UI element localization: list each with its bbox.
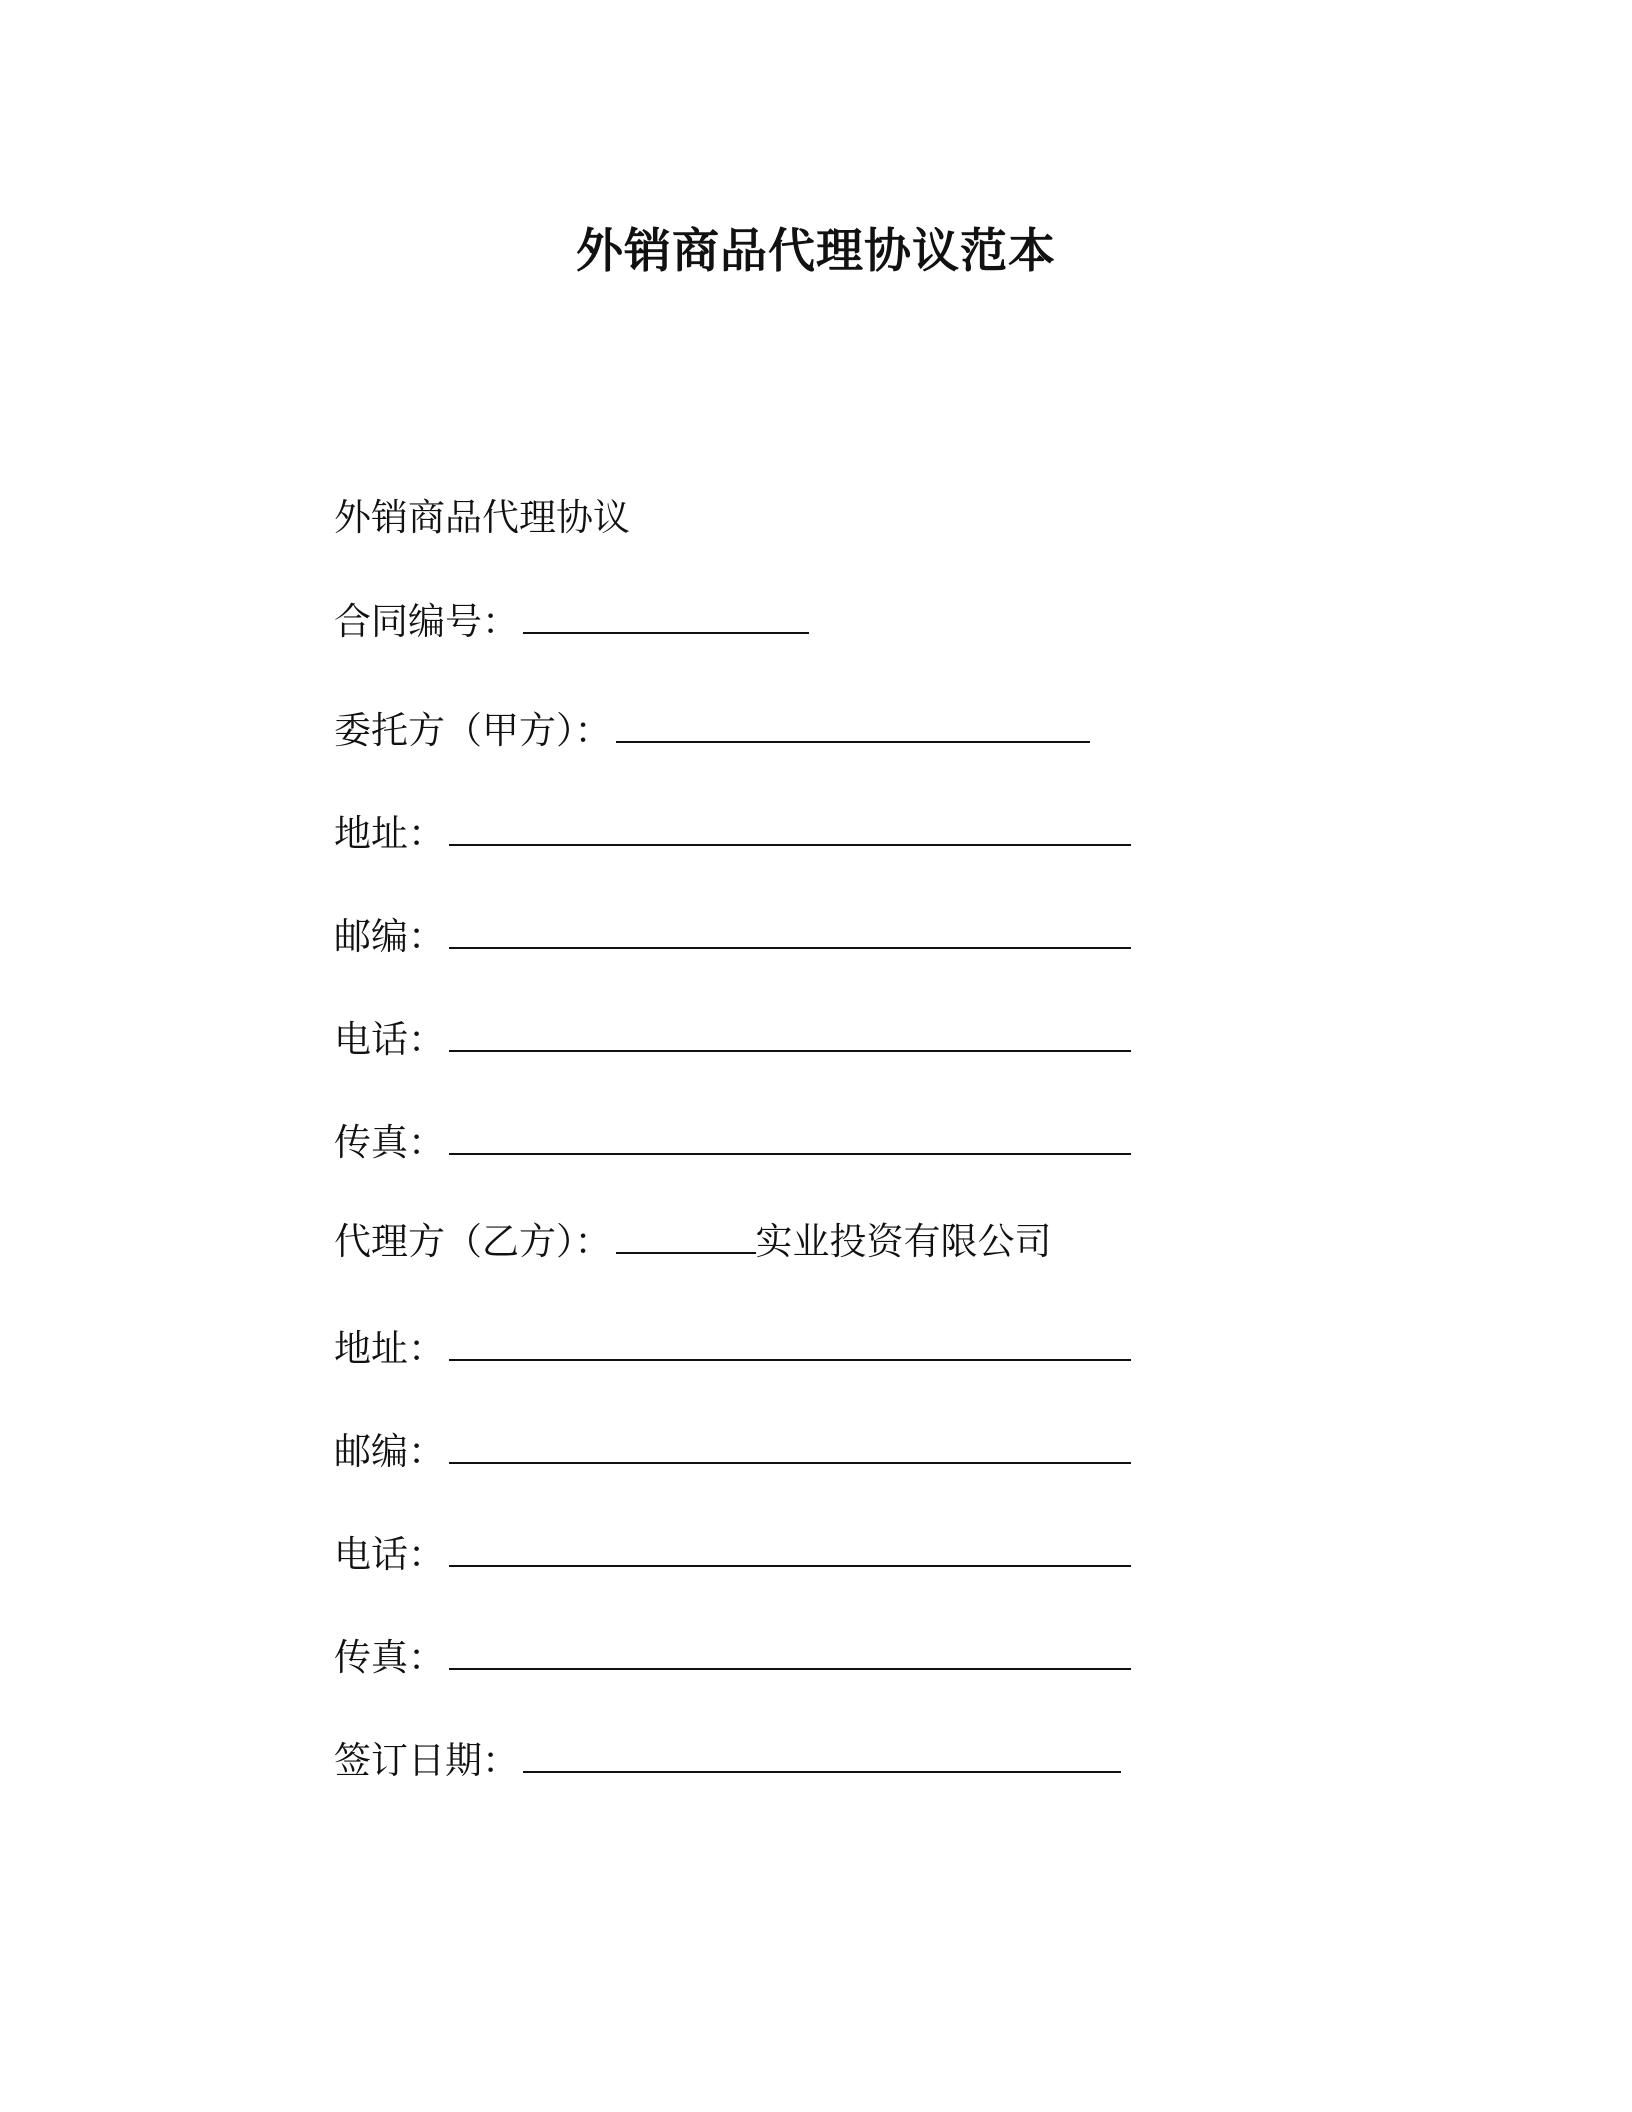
agreement-subtitle: 外销商品代理协议: [334, 496, 630, 539]
party-a-postcode-blank: [449, 911, 1131, 949]
party-b-row: [334, 1216, 1052, 1267]
party-a-address-row: [334, 808, 1131, 859]
party-a-postcode-label: 邮编：: [334, 915, 445, 958]
party-a-fax-label: 传真：: [334, 1121, 445, 1164]
contract-number-blank: [523, 596, 809, 634]
party-b-phone-blank: [449, 1529, 1131, 1567]
party-b-postcode-row: [334, 1426, 1131, 1477]
party-a-address-blank: [449, 808, 1131, 846]
party-a-fax-row: [334, 1117, 1131, 1168]
party-b-address-label: 地址：: [334, 1327, 445, 1370]
party-b-fax-row: [334, 1632, 1131, 1683]
party-b-postcode-blank: [449, 1426, 1131, 1464]
party-b-phone-row: [334, 1529, 1131, 1580]
sign-date-blank: [523, 1735, 1121, 1773]
party-b-blank: [616, 1216, 756, 1254]
party-a-phone-blank: [449, 1014, 1131, 1052]
party-b-address-row: [334, 1323, 1131, 1374]
party-a-phone-label: 电话：: [334, 1018, 445, 1061]
party-a-postcode-row: [334, 911, 1131, 962]
party-b-phone-label: 电话：: [334, 1533, 445, 1576]
party-a-address-label: 地址：: [334, 812, 445, 855]
party-b-company: 实业投资有限公司: [755, 1220, 1052, 1263]
party-a-row: [334, 705, 1090, 756]
party-b-label: 代理方（乙方）：: [334, 1220, 612, 1263]
party-a-fax-blank: [449, 1117, 1131, 1155]
party-b-postcode-label: 邮编：: [334, 1430, 445, 1473]
contract-number-label: 合同编号：: [334, 600, 519, 643]
party-a-blank: [616, 705, 1090, 743]
document-title: 外销商品代理协议范本: [576, 224, 1056, 279]
sign-date-label: 签订日期：: [334, 1739, 519, 1782]
party-b-fax-blank: [449, 1632, 1131, 1670]
party-b-address-blank: [449, 1323, 1131, 1361]
party-b-fax-label: 传真：: [334, 1636, 445, 1679]
party-a-phone-row: [334, 1014, 1131, 1065]
party-a-label: 委托方（甲方）：: [334, 709, 612, 752]
sign-date-row: [334, 1735, 1121, 1786]
contract-number-row: [334, 596, 809, 647]
